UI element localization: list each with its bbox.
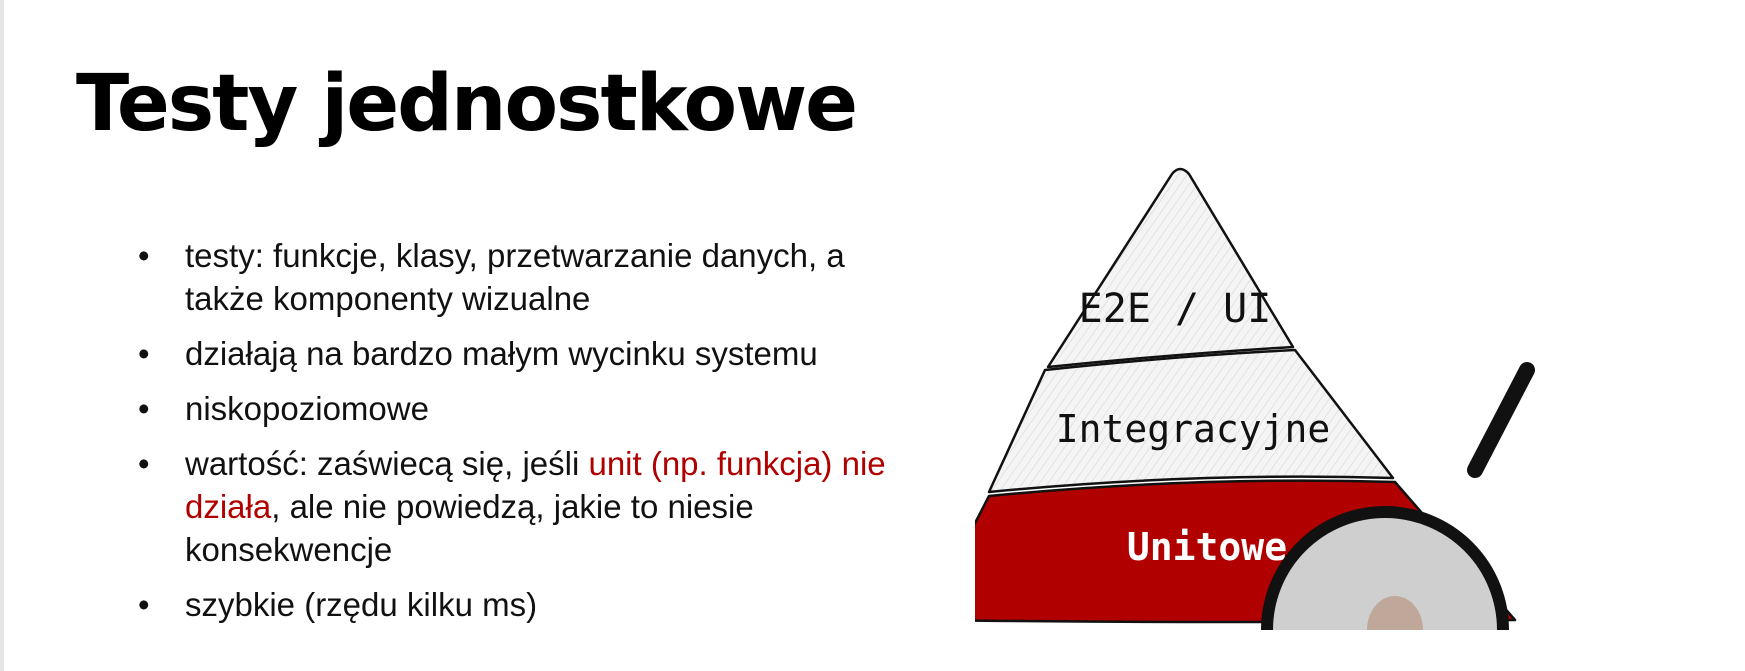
bullet-list (138, 234, 928, 638)
bullet-dot: • (138, 237, 150, 274)
slide-title: Testy jednostkowe (76, 59, 857, 149)
pyramid-tier-e2e (1048, 169, 1293, 367)
bullet-item-5 (138, 583, 928, 626)
bullet-text: testy: funkcje, klasy, przetwarzanie danych, a także komponenty wizualne (185, 237, 845, 317)
bullet-item-4 (138, 442, 928, 571)
magnifier-handle (1475, 370, 1527, 470)
bullet-dot: • (138, 335, 150, 372)
bullet-dot: • (138, 445, 150, 482)
bullet-highlight: unit (np. funkcja) nie działa (185, 445, 886, 525)
bullet-item-1 (138, 234, 928, 320)
pyramid-label-e2e: E2E / UI (1078, 286, 1272, 332)
bullet-text: niskopoziomowe (185, 390, 429, 427)
bullet-text: szybkie (rzędu kilku ms) (185, 586, 538, 623)
test-pyramid-diagram (975, 160, 1675, 630)
bullet-item-2 (138, 332, 928, 375)
slide-left-edge (0, 0, 4, 671)
bullet-dot: • (138, 390, 150, 427)
bullet-text-before: wartość: zaświecą się, jeśli (185, 445, 589, 482)
pyramid-label-unit: Unitowe (1126, 525, 1288, 569)
bullet-text-after: , ale nie powiedzą, jakie to niesie konsekwencje (185, 488, 754, 568)
pyramid-label-integration: Integracyjne (1055, 407, 1331, 451)
bullet-item-3 (138, 387, 928, 430)
bullet-text: działają na bardzo małym wycinku systemu (185, 335, 818, 372)
bullet-dot: • (138, 586, 150, 623)
